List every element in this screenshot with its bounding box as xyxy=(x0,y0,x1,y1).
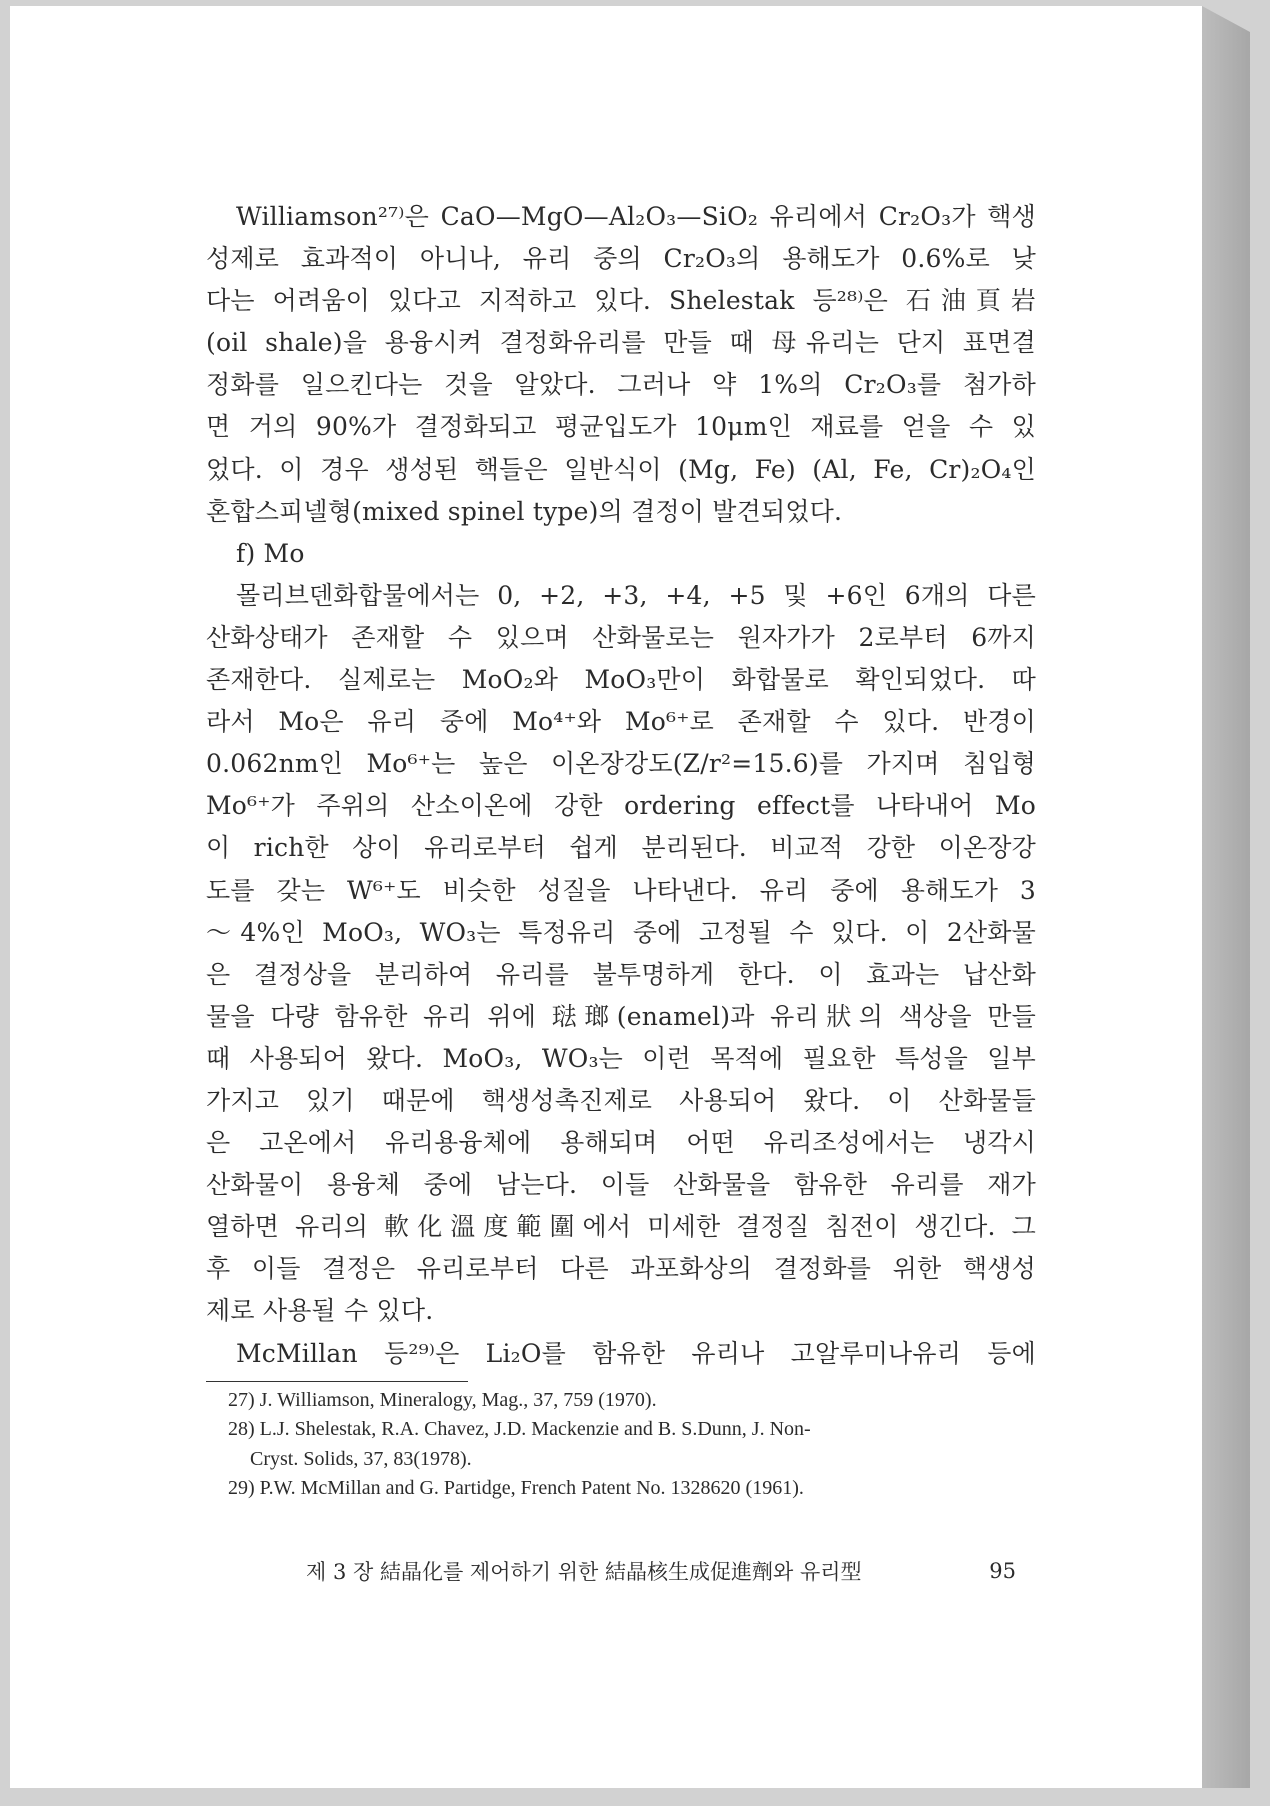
text-line: 가지고 있기 때문에 핵생성촉진제로 사용되어 왔다. 이 산화물들 xyxy=(206,1085,1036,1115)
text-line: 다는 어려움이 있다고 지적하고 있다. Shelestak 등²⁸⁾은 石油頁岩 xyxy=(206,286,1036,316)
text-line: 라서 Mo은 유리 중에 Mo⁴⁺와 Mo⁶⁺로 존재할 수 있다. 반경이 xyxy=(206,707,1036,737)
footnote-29: 29) P.W. McMillan and G. Partidge, French Patent No. 1328620 (1961). xyxy=(228,1477,804,1500)
text-line: 산화물이 용융체 중에 남는다. 이들 산화물을 함유한 유리를 재가 xyxy=(206,1170,1036,1200)
text-line: 때 사용되어 왔다. MoO₃, WO₃는 이런 목적에 필요한 특성을 일부 xyxy=(206,1043,1036,1073)
text-line: 물을 다량 함유한 유리 위에 琺瑯(enamel)과 유리狀의 색상을 만들 xyxy=(206,1001,1036,1031)
footnote-27: 27) J. Williamson, Mineralogy, Mag., 37, 759 (1970). xyxy=(228,1388,657,1411)
footnote-divider xyxy=(206,1381,468,1382)
section-heading: f) Mo xyxy=(236,538,305,568)
text-line: 제로 사용될 수 있다. xyxy=(206,1296,434,1326)
text-line: 은 고온에서 유리용융체에 용해되며 어떤 유리조성에서는 냉각시 xyxy=(206,1128,1036,1158)
text-line: Mo⁶⁺가 주위의 산소이온에 강한 ordering effect를 나타내어 Mo xyxy=(206,791,1036,821)
chapter-title: 제 3 장 結晶化를 제어하기 위한 結晶核生成促進劑와 유리型 xyxy=(306,1560,862,1584)
footnote-28: 28) L.J. Shelestak, R.A. Chavez, J.D. Mackenzie and B. S.Dunn, J. Non- xyxy=(228,1418,811,1441)
text-line: 산화상태가 존재할 수 있으며 산화물로는 원자가가 2로부터 6까지 xyxy=(206,622,1036,652)
text-line: ～4%인 MoO₃, WO₃는 특정유리 중에 고정될 수 있다. 이 2산화물 xyxy=(206,917,1036,947)
text-line: 은 결정상을 분리하여 유리를 불투명하게 한다. 이 효과는 납산화 xyxy=(206,959,1036,989)
text-line: Williamson²⁷⁾은 CaO—MgO—Al₂O₃—SiO₂ 유리에서 Cr₂O₃가 핵생 xyxy=(236,202,1036,231)
text-line: 면 거의 90%가 결정화되고 평균입도가 10μm인 재료를 얻을 수 있 xyxy=(206,412,1036,442)
text-line: 이 rich한 상이 유리로부터 쉽게 분리된다. 비교적 강한 이온장강 xyxy=(206,833,1036,863)
text-line: (oil shale)을 용융시켜 결정화유리를 만들 때 母유리는 단지 표면결 xyxy=(206,328,1036,358)
text-line: 도를 갖는 W⁶⁺도 비슷한 성질을 나타낸다. 유리 중에 용해도가 3 xyxy=(206,875,1036,905)
text-line: 존재한다. 실제로는 MoO₂와 MoO₃만이 화합물로 확인되었다. 따 xyxy=(206,665,1036,695)
text-line: 성제로 효과적이 아니나, 유리 중의 Cr₂O₃의 용해도가 0.6%로 낮 xyxy=(206,244,1036,274)
text-line: McMillan 등²⁹⁾은 Li₂O를 함유한 유리나 고알루미나유리 등에 xyxy=(236,1338,1036,1368)
footnotes xyxy=(206,1386,1036,1504)
page-footer xyxy=(306,1554,1016,1588)
footnote-28-continued: Cryst. Solids, 37, 83(1978). xyxy=(250,1447,472,1470)
text-line: 열하면 유리의 軟化溫度範圍에서 미세한 결정질 침전이 생긴다. 그 xyxy=(206,1212,1036,1242)
text-line: 혼합스피넬형(mixed spinel type)의 결정이 발견되었다. xyxy=(206,496,843,526)
body-text xyxy=(206,196,1036,1504)
text-line: 0.062nm인 Mo⁶⁺는 높은 이온장강도(Z/r²=15.6)를 가지며 침입형 xyxy=(206,749,1036,779)
text-line: 었다. 이 경우 생성된 핵들은 일반식이 (Mg, Fe) (Al, Fe, Cr)₂O₄인 xyxy=(206,454,1036,484)
text-line: 몰리브덴화합물에서는 0, +2, +3, +4, +5 및 +6인 6개의 다른 xyxy=(236,580,1036,610)
book-page xyxy=(10,6,1202,1788)
page-number: 95 xyxy=(989,1559,1016,1583)
text-line: 정화를 일으킨다는 것을 알았다. 그러나 약 1%의 Cr₂O₃를 첨가하 xyxy=(206,370,1036,400)
text-line: 후 이들 결정은 유리로부터 다른 과포화상의 결정화를 위한 핵생성 xyxy=(206,1254,1036,1284)
page-edge-shadow xyxy=(1202,6,1250,1788)
